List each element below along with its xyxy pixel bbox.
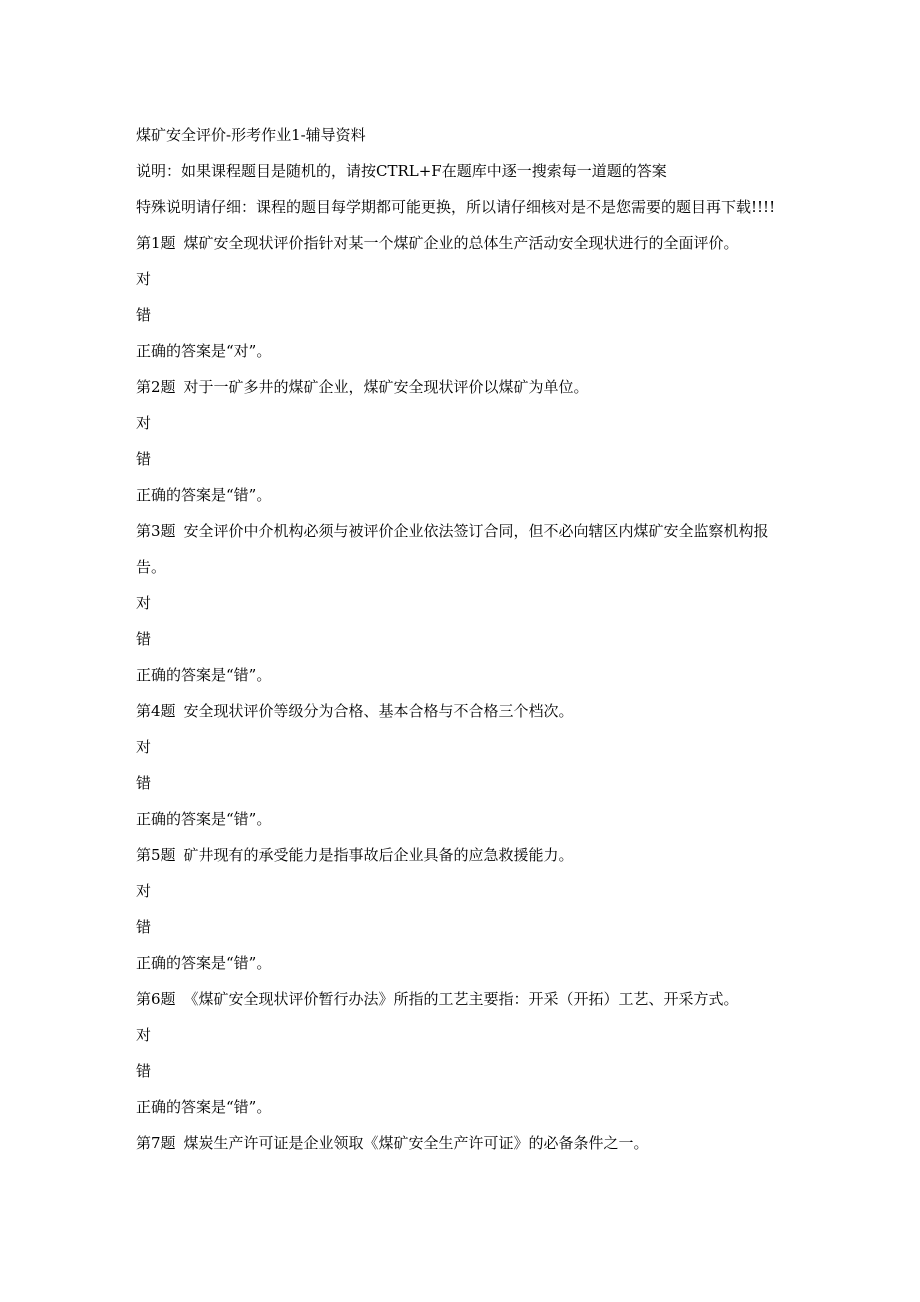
option-true: 对	[136, 1026, 152, 1044]
correct-answer: 正确的答案是“错”。	[136, 1098, 272, 1116]
question-line	[136, 981, 796, 1017]
question-text: 安全现状评价等级分为合格、基本合格与不合格三个档次。	[183, 702, 574, 720]
option-false: 错	[136, 1062, 152, 1080]
option-false: 错	[136, 306, 152, 324]
question-number: 第4题	[136, 702, 176, 720]
option-true: 对	[136, 882, 152, 900]
question-number: 第2题	[136, 378, 176, 396]
question-text: 《煤矿安全现状评价暂行办法》所指的工艺主要指：开采（开拓）工艺、开采方式。	[183, 990, 739, 1008]
question-line	[136, 513, 796, 585]
question-block	[136, 1125, 796, 1161]
question-line	[136, 225, 796, 261]
question-block	[136, 981, 796, 1125]
instruction-note: 说明：如果课程题目是随机的，请按CTRL+F在题库中逐一搜索每一道题的答案	[136, 162, 667, 180]
question-number: 第5题	[136, 846, 176, 864]
question-text: 煤炭生产许可证是企业领取《煤矿安全生产许可证》的必备条件之一。	[183, 1134, 649, 1152]
question-block	[136, 693, 796, 837]
question-line	[136, 1125, 796, 1161]
option-false: 错	[136, 774, 152, 792]
correct-answer: 正确的答案是“错”。	[136, 954, 272, 972]
document-page	[136, 117, 796, 1161]
option-false: 错	[136, 630, 152, 648]
question-text: 安全评价中介机构必须与被评价企业依法签订合同，但不必向辖区内煤矿安全监察机构报告。	[136, 522, 769, 576]
question-block	[136, 837, 796, 981]
question-number: 第1题	[136, 234, 176, 252]
question-line	[136, 837, 796, 873]
question-number: 第6题	[136, 990, 176, 1008]
option-false: 错	[136, 450, 152, 468]
question-number: 第3题	[136, 522, 176, 540]
option-true: 对	[136, 594, 152, 612]
question-number: 第7题	[136, 1134, 176, 1152]
question-text: 矿井现有的承受能力是指事故后企业具备的应急救援能力。	[183, 846, 574, 864]
correct-answer: 正确的答案是“错”。	[136, 486, 272, 504]
question-block	[136, 225, 796, 369]
special-note: 特殊说明请仔细：课程的题目每学期都可能更换，所以请仔细核对是不是您需要的题目再下载!!!!	[136, 198, 776, 216]
question-text: 煤矿安全现状评价指针对某一个煤矿企业的总体生产活动安全现状进行的全面评价。	[183, 234, 739, 252]
option-true: 对	[136, 270, 152, 288]
question-block	[136, 369, 796, 513]
option-true: 对	[136, 738, 152, 756]
document-title: 煤矿安全评价-形考作业1-辅导资料	[136, 126, 366, 144]
question-text: 对于一矿多井的煤矿企业，煤矿安全现状评价以煤矿为单位。	[183, 378, 589, 396]
question-block	[136, 513, 796, 693]
option-true: 对	[136, 414, 152, 432]
correct-answer: 正确的答案是“对”。	[136, 342, 272, 360]
question-line	[136, 693, 796, 729]
option-false: 错	[136, 918, 152, 936]
correct-answer: 正确的答案是“错”。	[136, 810, 272, 828]
question-line	[136, 369, 796, 405]
correct-answer: 正确的答案是“错”。	[136, 666, 272, 684]
